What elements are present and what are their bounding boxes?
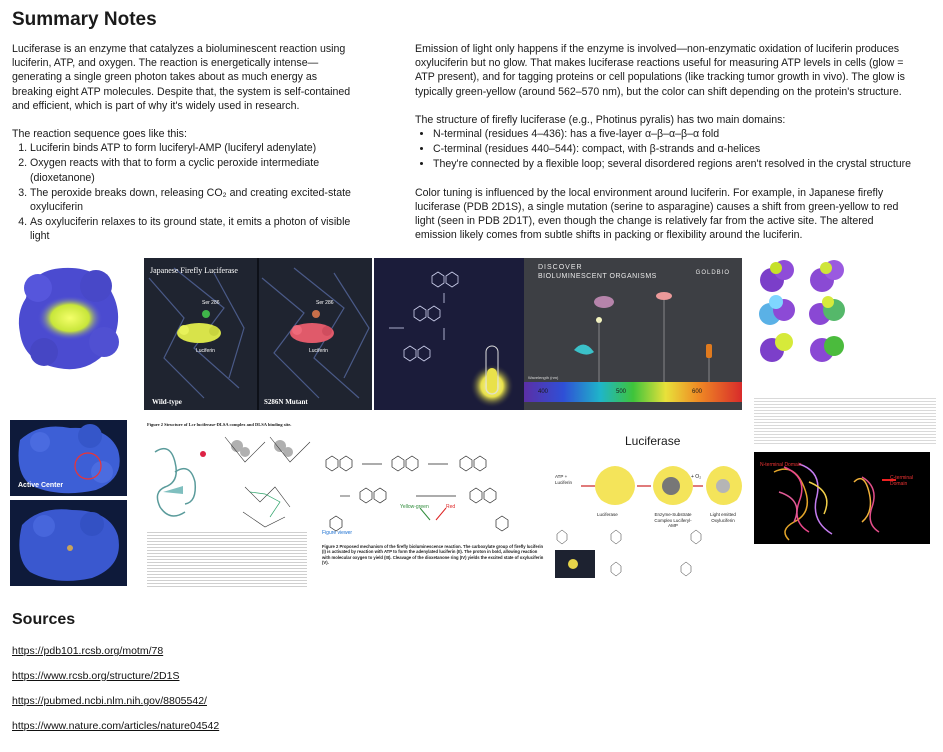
n-terminal-label: N-terminal Domain bbox=[760, 462, 802, 468]
mechanism-caption: Figure 2 Proposed mechanism of the firefly bioluminescence reaction. The carboxylate group of firefly luciferin (I) is activated by reaction with ATP to form the adenylated luciferin (II). The proton in bold, allowing reaction with molecular oxygen to yield (III). Cleavage of the dioxetanone ring (IV) yields the excited state of oxyluciferin (V). bbox=[322, 544, 544, 566]
luciferase-label: Luciferase bbox=[597, 512, 618, 517]
domains-list bbox=[433, 127, 915, 172]
organisms-label: BIOLUMINESCENT ORGANISMS bbox=[538, 273, 657, 280]
discover-label: DISCOVER bbox=[538, 264, 583, 271]
source-link[interactable]: https://pubmed.ncbi.nlm.nih.gov/8805542/ bbox=[12, 695, 207, 707]
active-center-image bbox=[10, 420, 127, 496]
complex-label: Enzyme-Substrate Complex Luciferyl-AMP bbox=[654, 512, 692, 528]
lcr-caption bbox=[147, 530, 307, 588]
source-link[interactable]: https://www.nature.com/articles/nature04542 bbox=[12, 720, 220, 732]
sequence-intro: The reaction sequence goes like this: bbox=[12, 128, 187, 141]
variants-caption bbox=[754, 396, 936, 446]
wavelength-label: Wavelength (nm) bbox=[528, 375, 559, 380]
reaction-steps-list bbox=[30, 141, 352, 243]
atp-luciferin-label: ATP + Luciferin bbox=[555, 474, 573, 485]
wildtype-label: Wild-type bbox=[152, 398, 182, 406]
mutant-label: S286N Mutant bbox=[264, 398, 308, 406]
list-item: • C-terminal (residues 440–544): compact, with β-strands and α-helices bbox=[433, 142, 915, 156]
ser286-label: Ser 286 bbox=[202, 300, 220, 306]
o2-label: + O₂ bbox=[691, 474, 702, 480]
list-item: 2. Oxygen reacts with that to form a cyclic peroxide intermediate (dioxetanone) bbox=[30, 156, 352, 184]
yellow-green-label: Yellow-green bbox=[400, 504, 429, 510]
bioluminescent-organisms-image bbox=[524, 258, 742, 410]
red-label: Red bbox=[446, 504, 456, 510]
lcr-luciferase-figure bbox=[145, 420, 313, 588]
summary-left-column bbox=[12, 42, 352, 245]
japanese-firefly-luciferase-image bbox=[144, 258, 372, 410]
list-item: • They're connected by a flexible loop; several disordered regions aren't resolved in the crystal structure bbox=[433, 157, 915, 171]
protein-variants-grid-image bbox=[754, 258, 854, 386]
summary-right-column bbox=[415, 42, 915, 256]
fig2-title: Figure 2 Structure of Lcr luciferase-DLSA complex and DLSA binding site. bbox=[147, 422, 292, 427]
protein-surface-image-2 bbox=[10, 500, 127, 586]
color-tuning-paragraph: Color tuning is influenced by the local environment around luciferin. For example, in Japanese firefly luciferase (PDB 2D1S), a single mutation (serine to asparagine) causes a shift from green-yellow to red light (seen in PDB 2D1T), even though the change is relatively far from the active site. The altered emission likely comes from subtle shifts in packing or flexibility around the luciferin. bbox=[415, 186, 899, 242]
source-link[interactable]: https://www.rcsb.org/structure/2D1S bbox=[12, 670, 180, 682]
wl-400: 400 bbox=[538, 389, 549, 395]
structure-intro: The structure of firefly luciferase (e.g., Photinus pyralis) has two main domains: bbox=[415, 113, 786, 126]
reaction-scheme-dark-image bbox=[374, 258, 524, 410]
luciferase-diagram-title: Luciferase bbox=[625, 434, 681, 448]
list-item: 1. Luciferin binds ATP to form luciferyl-AMP (luciferyl adenylate) bbox=[30, 141, 352, 155]
c-terminal-label: C-terminal Domain bbox=[890, 475, 914, 487]
goldbio-logo: GOLDBIO bbox=[695, 270, 730, 276]
jfl-title: Japanese Firefly Luciferase bbox=[150, 266, 238, 275]
sources-title: Sources bbox=[12, 611, 76, 628]
domain-structure-image bbox=[754, 452, 930, 544]
wl-500: 500 bbox=[616, 389, 627, 395]
source-link[interactable]: https://pdb101.rcsb.org/motm/78 bbox=[12, 645, 164, 657]
list-item: • N-terminal (residues 4–436): has a five-layer α–β–α–β–α fold bbox=[433, 127, 915, 141]
emission-paragraph: Emission of light only happens if the enzyme is involved—non-enzymatic oxidation of luciferin produces oxyluciferin but no glow. That makes luciferase reactions useful for measuring ATP levels in cells (glow = ATP present), and for tagging proteins or cell populations (like tracking tumor growth in vivo). The glow is typically green-yellow (around 562–570 nm), but the color can shift depending on the protein's structure. bbox=[415, 43, 905, 98]
list-item: 4. As oxyluciferin relaxes to its ground state, it emits a photon of visible light bbox=[30, 215, 352, 243]
figure-viewer-link[interactable]: Figure viewer bbox=[322, 530, 353, 536]
luciferase-diagram bbox=[551, 430, 744, 590]
active-center-label: Active Center bbox=[18, 482, 64, 489]
luciferin-label-wt: Luciferin bbox=[196, 348, 215, 354]
list-item: 3. The peroxide breaks down, releasing CO₂ and creating excited-state oxyluciferin bbox=[30, 186, 352, 214]
page-title: Summary Notes bbox=[12, 9, 157, 30]
light-emitted-label: Light emitted Oxyluciferin bbox=[710, 512, 736, 523]
intro-paragraph: Luciferase is an enzyme that catalyzes a bioluminescent reaction using luciferin, ATP, and oxygen. The reaction is energetically intense—generating a single green photon takes about as much energy as breaking eight ATP molecules. Despite that, the system is self-contained and efficient, which is part of why it's widely used in research. bbox=[12, 43, 351, 112]
mechanism-figure bbox=[320, 420, 546, 588]
ser286-mutant-label: Ser 286 bbox=[316, 300, 334, 306]
wl-600: 600 bbox=[692, 389, 703, 395]
luciferin-label-mut: Luciferin bbox=[309, 348, 328, 354]
protein-surface-image bbox=[8, 258, 128, 378]
